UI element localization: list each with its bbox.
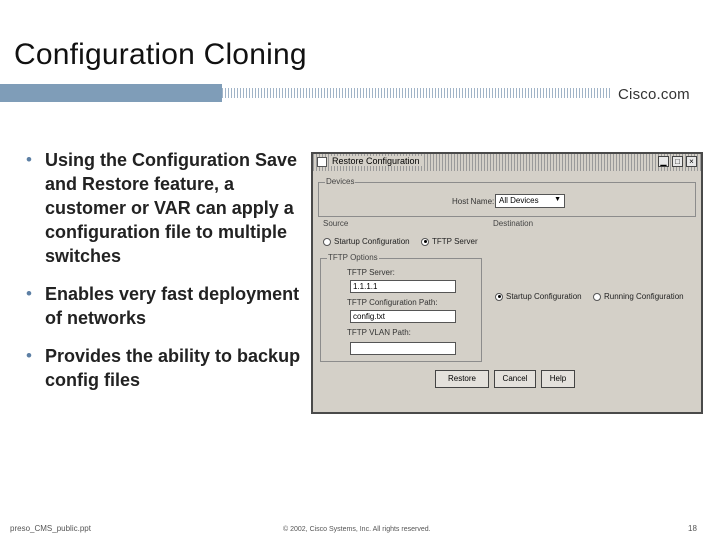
bullet-item [26, 282, 306, 330]
bullet-text: Enables very fast deployment of networks [45, 284, 300, 328]
radio-on-icon [495, 293, 503, 301]
bullet-list [26, 148, 306, 406]
bullet-dot-icon: • [26, 150, 32, 169]
cancel-button[interactable]: Cancel [494, 370, 536, 388]
destination-label: Destination [493, 219, 534, 228]
devices-group [318, 177, 696, 217]
window-controls [658, 156, 697, 167]
devices-group-label: Devices [326, 177, 355, 186]
restore-configuration-dialog [311, 152, 703, 414]
destination-running-radio[interactable] [593, 292, 684, 301]
bullet-item [26, 148, 306, 268]
window-menu-icon[interactable] [317, 157, 327, 167]
tftp-server-label: TFTP Server: [347, 268, 395, 277]
destination-startup-radio[interactable] [495, 292, 582, 301]
close-icon[interactable]: × [686, 156, 697, 167]
radio-on-icon [421, 238, 429, 246]
destination-running-label: Running Configuration [604, 292, 684, 301]
source-startup-label: Startup Configuration [334, 237, 410, 246]
dialog-titlebar[interactable] [313, 154, 701, 171]
cisco-logo: Cisco.com [618, 86, 690, 103]
slide-title: Configuration Cloning [14, 38, 307, 71]
header-rule-solid [0, 84, 222, 102]
minimize-icon[interactable]: ▁ [658, 156, 669, 167]
source-tftp-label: TFTP Server [432, 237, 478, 246]
tftp-config-path-label: TFTP Configuration Path: [347, 298, 438, 307]
bullet-text: Using the Configuration Save and Restore feature, a customer or VAR can apply a configuration file to multiple switches [45, 150, 298, 266]
bullet-dot-icon: • [26, 284, 32, 303]
host-name-select[interactable] [495, 194, 565, 208]
radio-off-icon [593, 293, 601, 301]
tftp-config-path-input[interactable]: config.txt [350, 310, 456, 323]
maximize-icon[interactable]: □ [672, 156, 683, 167]
destination-startup-label: Startup Configuration [506, 292, 582, 301]
tftp-vlan-path-input[interactable] [350, 342, 456, 355]
tftp-vlan-path-label: TFTP VLAN Path: [347, 328, 411, 337]
footer-filename: preso_CMS_public.ppt [10, 524, 91, 533]
tftp-options-label: TFTP Options [328, 253, 378, 262]
header-rule-bar [0, 84, 720, 102]
source-label: Source [323, 219, 349, 228]
header-rule-fade [222, 88, 612, 98]
chevron-down-icon: ▼ [554, 196, 561, 203]
footer-copyright: © 2002, Cisco Systems, Inc. All rights reserved. [283, 526, 431, 533]
source-tftp-radio[interactable] [421, 237, 478, 246]
tftp-options-group [320, 253, 482, 362]
host-name-label: Host Name: [452, 197, 495, 206]
host-name-value: All Devices [499, 196, 539, 205]
bullet-item [26, 344, 306, 392]
source-startup-radio[interactable] [323, 237, 410, 246]
bullet-text: Provides the ability to backup config files [45, 346, 301, 390]
radio-off-icon [323, 238, 331, 246]
bullet-dot-icon: • [26, 346, 32, 365]
page-number: 18 [688, 524, 697, 533]
dialog-title: Restore Configuration [332, 156, 420, 166]
help-button[interactable]: Help [541, 370, 575, 388]
restore-button[interactable]: Restore [435, 370, 489, 388]
tftp-server-input[interactable]: 1.1.1.1 [350, 280, 456, 293]
